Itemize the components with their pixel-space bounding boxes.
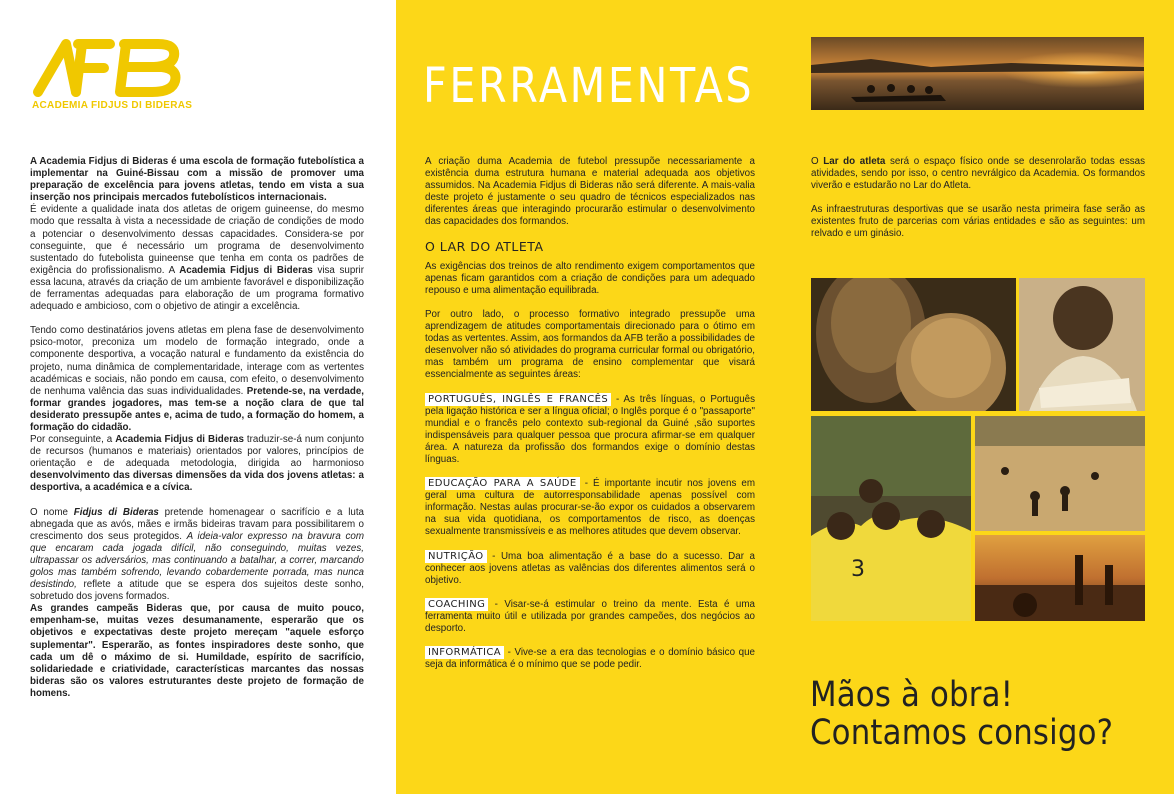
resources-paragraph: Por conseguinte, a Academia Fidjus di Bideras traduzir-se-á num conjunto de recursos (humanos e materiais) orientados por valores, princípios de orientação e de adequada metodologia, dirigida ao harmonioso desenvolvimento das diversas dimensões da vida dos jovens atletas: a desportiva, a académica e a cívica.: [30, 434, 364, 494]
name-paragraph: O nome Fidjus di Bideras pretende homenagear o sacrifício e a luta abnegada que as avós, mães e irmãs bideiras travam para possibilitarem o crescimento dos seus protegidos. A ideia-valor expresso na bravura com que encaram cada jogada difícil, não conseguindo, muitas vezes, ultrapassar os adversários, mas continuando a batalhar, a correr, marcando golos mas também sofrendo, levando cobardemente porrada, mas nunca desistindo, reflete a atitude que se espera dos sujeitos deste sonho, sobretudo dos jovens formados.: [30, 506, 364, 603]
area-label: INFORMÁTICA: [425, 646, 504, 659]
slogan: [810, 676, 1113, 752]
section-title: O LAR DO ATLETA: [425, 238, 544, 254]
tools-column: [425, 156, 755, 683]
area-health: EDUCAÇÃO PARA A SAÚDE - É importante incutir nos jovens em geral uma cultura de autorresponsabilidade apenas possível com informação. Nestas aulas procurar-se-ão expor os cuidados a observarem na sua vida quotidiana, os comportamentos de risco, as doenças sexualmente transmissíveis e as melhores atitudes que devem observar.: [425, 478, 756, 538]
area-label: EDUCAÇÃO PARA A SAÚDE: [425, 477, 580, 490]
tools-intro: A criação duma Academia de futebol pressupõe necessariamente a existência duma estrutura humana e material adequada aos objetivos assumidos. Na Academia Fidjus di Bideras não será diferente. A mais-valia deste projeto é justamente o seu quadro de técnicos especializados nas diferentes áreas que interagindo procurarão estimular o desenvolvimento das capacidades dos formandos.: [425, 156, 755, 228]
values-paragraph: As grandes campeãs Bideras que, por causa de muito pouco, empenham-se, muitas vezes desumanamente, esperarão que os objetivos e expectativas deste projeto mereçam "aquele esforço suplementar". Esperarão, as fontes inspiradores deste sonho, que cada um dê o máximo de si. Humildade, espírito de sacrifício, solidariedade e criatividade, características marcantes das nossas bideras são os valores estruturantes deste projeto de formação de homens.: [30, 603, 364, 699]
ball-sunset-photo: [975, 535, 1145, 621]
area-languages: PORTUGUÊS, INGLÊS E FRANCÊS - As três línguas, o Português pela ligação histórica e ser a língua oficial; o Inglês porque é o "passaporte" mundial e o francês pelo contexto sub-regional da Guiné ,são suportes indispensáveis para qualquer pessoa que procura afirmar-se em qualquer área. A natureza da profissão dos formandos exige o domínio destas línguas.: [425, 393, 755, 465]
logo-subtitle: ACADEMIA FIDJUS DI BIDERAS: [32, 100, 193, 111]
area-coaching: COACHING - Visar-se-á estimular o treino da mente. Esta é uma ferramenta muito útil e utilizada por grandes campeões, dos negócios ao desporto.: [425, 598, 755, 634]
river-sunset-photo: [811, 37, 1144, 110]
slogan-line-2: Contamos consigo?: [810, 713, 1114, 753]
lar-description: O Lar do atleta será o espaço físico onde se desenrolarão todas essas atividades, sendo por isso, o centro nevrálgico da Academia. Os formandos viverão e estudarão no Lar do Atleta.: [811, 156, 1145, 192]
area-label: PORTUGUÊS, INGLÊS E FRANCÊS: [425, 393, 611, 406]
area-label: COACHING: [425, 598, 488, 611]
infrastructure-paragraph: As infraestruturas desportivas que se usarão nesta primeira fase serão as existentes fruto de parcerias com várias entidades e são as seguintes: um relvado e um ginásio.: [811, 204, 1145, 240]
intro-paragraph: A Academia Fidjus di Bideras é uma escola de formação futebolística a implementar na Guiné-Bissau com a missão de promover uma preparação de excelência para jovens atletas, tendo em vista a sua inserção nos principais mercados futebolísticos internacionais.: [30, 156, 364, 204]
kids-celebrating-photo: [811, 416, 971, 621]
football-field-photo: [975, 416, 1145, 531]
quality-paragraph: É evidente a qualidade inata dos atletas de origem guineense, do mesmo modo que ressalta à vista a necessidade de criação de condições de modo a potenciar o desenvolvimento dessas capacidades. Considera-se por conseguinte, que é necessário um programa de desenvolvimento sustentado do futebolista guineense que tenha em conta os padrões de exigência do profissionalismo. A Academia Fidjus di Bideras visa suprir essa lacuna, através da criação de um ambiente favorável e disponibilização de ferramentas adequadas para elaboração de um programa formativo adequado e ambicioso, com o objetivo de atingir a excelência.: [30, 204, 364, 313]
lar-paragraph-1: As exigências dos treinos de alto rendimento exigem comportamentos que apenas ficam garantidos com a criação de condições para um adequado repouso e uma alimentação equilibrada.: [425, 260, 755, 296]
lar-column: [811, 156, 1145, 253]
area-label: NUTRIÇÃO: [425, 550, 487, 563]
area-nutrition: NUTRIÇÃO - Uma boa alimentação é a base do a sucesso. Dar a conhecer aos jovens atletas as valências dos diferentes alimentos será o objetivo.: [425, 550, 755, 586]
intro-column: [30, 156, 364, 700]
area-informatics: INFORMÁTICA - Vive-se a era das tecnologias e o domínio básico que seja da informática é o mínimo que se pode pedir.: [425, 647, 755, 671]
faces-photo: [811, 278, 1016, 411]
svg-text:3: 3: [851, 557, 865, 582]
reading-boy-photo: [1019, 278, 1145, 411]
page-title: FERRAMENTAS: [423, 58, 755, 114]
lar-paragraph-2: Por outro lado, o processo formativo integrado pressupõe uma aprendizagem de atitudes comportamentais direcionado para o ótimo em todas as vertentes. Assim, aos formandos da AFB terão a possibilidades de desenvolver não só atividades do programa curricular formal ou obrigatório, mas também um programa de ensino complementar que visará essencialmente as seguintes áreas:: [425, 308, 755, 381]
target-paragraph: Tendo como destinatários jovens atletas em plena fase de desenvolvimento psico-motor, preconiza um modelo de formação integrado, onde a componente desportiva, a vocação natural e fundamento da existência do projeto, numa dinâmica de complementaridade, interage com as vertentes académicas e sociais, não pondo em causa, com efeito, o desenvolvimento de nenhuma valência das suas individualidades. Pretende-se, na verdade, formar grandes jogadores, mas tem-se a noção clara de que tal desiderato pressupõe antes e, acima de tudo, a formação do homem, a formação do cidadão.: [30, 325, 364, 433]
slogan-line-1: Mãos à obra!: [810, 675, 1014, 715]
